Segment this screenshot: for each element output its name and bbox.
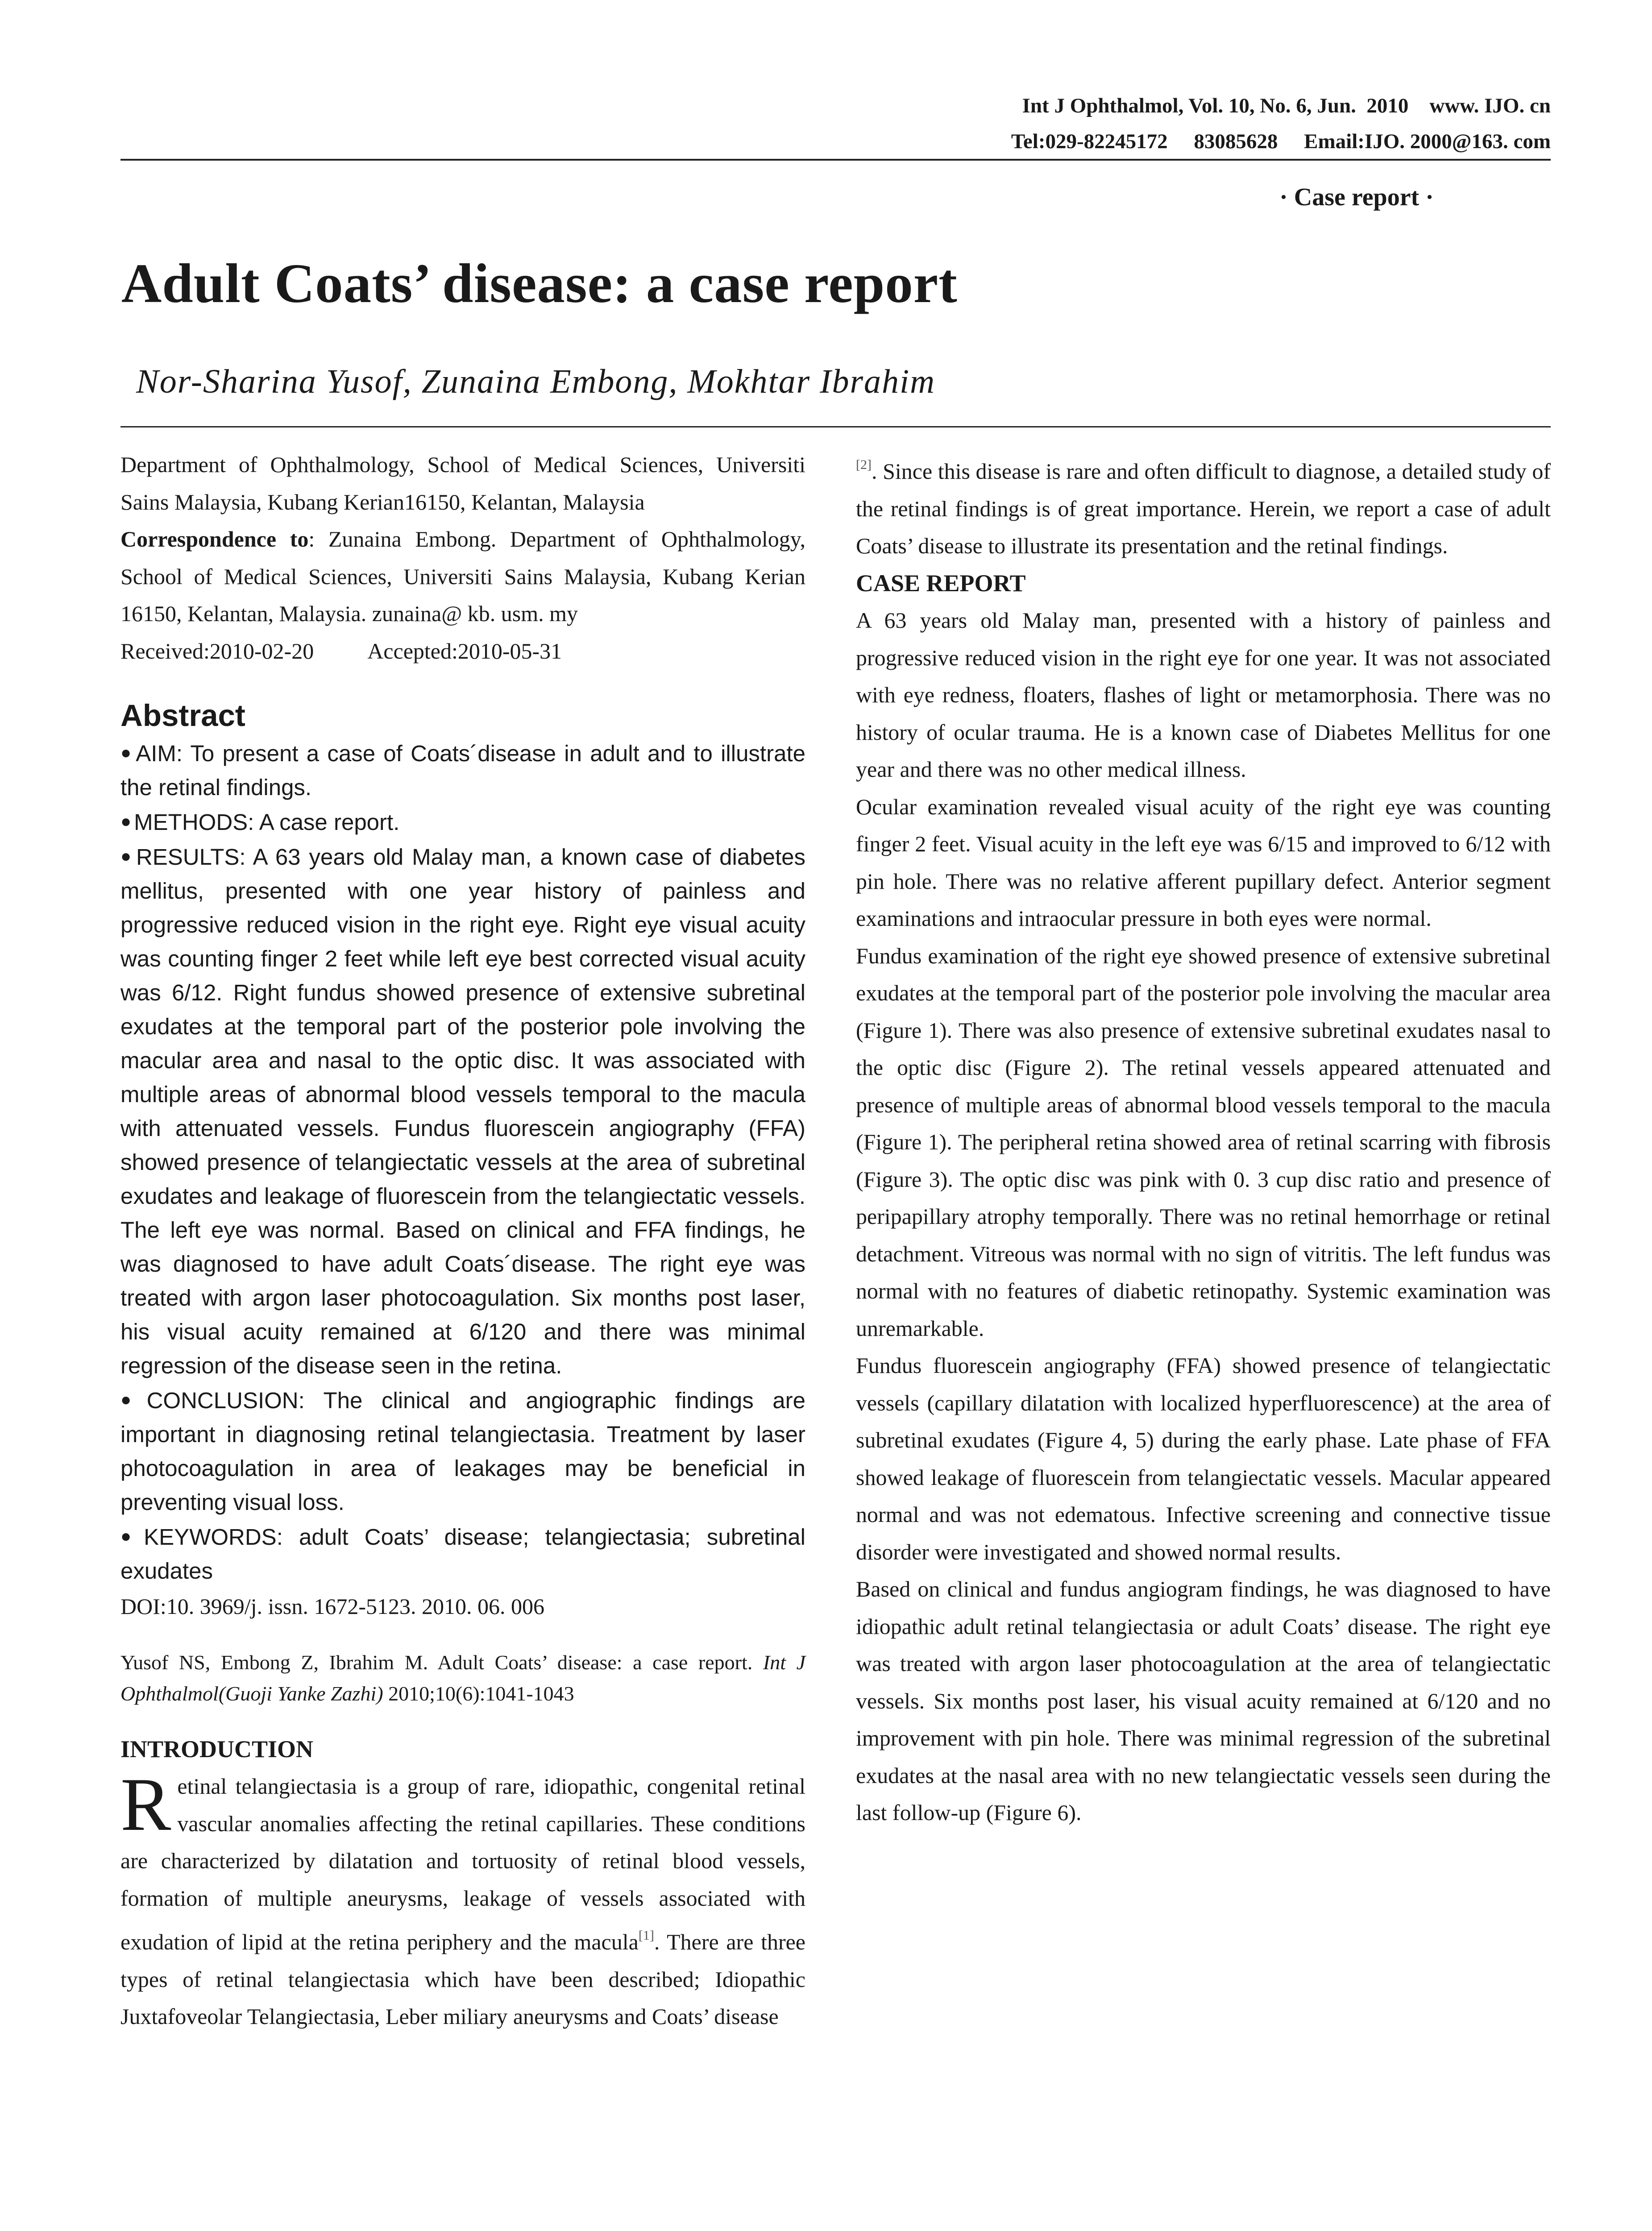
right-column xyxy=(856,446,1551,1832)
abstract-conclusion: ● CONCLUSION: The clinical and angiographic findings are important in diagnosing retinal telangiectasia. Treatment by laser photocoagulation in area of leakages may be beneficial in preventing visual loss. xyxy=(120,1388,805,1515)
conclusion-text: : The clinical and angiographic findings are important in diagnosing retinal telangiectasia. Treatment by laser photocoagulation in area of leakages may be beneficial in preventing visual loss. xyxy=(120,1388,805,1515)
paper-title: Adult Coats’ disease: a case report xyxy=(121,253,958,315)
results-text: : A 63 years old Malay man, a known case of diabetes mellitus, presented with one year history of painless and progressive reduced vision in the right eye. Right eye visual acuity was counting finger 2 feet while left eye best corrected visual acuity was 6/12. Right fundus showed presence of extensive subretinal exudates at the temporal part of the posterior pole involving the macular area and nasal to the optic disc. It was associated with multiple areas of abnormal blood vessels temporal to the macula with attenuated vessels. Fundus fluorescein angiography (FFA) showed presence of telangiectatic vessels at the area of subretinal exudates and leakage of fluorescein from the telangiectatic vessels. The left eye was normal. Based on clinical and FFA findings, he was diagnosed to have adult Coats´disease. The right eye was treated with argon laser photocoagulation. Six months post laser, his visual acuity remained at 6/120 and there was minimal regression of the disease seen in the retina. xyxy=(120,844,805,1378)
title-rule xyxy=(120,426,1551,427)
correspondence xyxy=(120,521,805,633)
received-date: Received:2010-02-20 xyxy=(120,638,314,663)
case-paragraph-2: Ocular examination revealed visual acuity of the right eye was counting finger 2 feet. Visual acuity in the left eye was 6/15 and improved to 6/12 with pin hole. There was no relative afferent pupillary defect. Anterior segment examinations and intraocular pressure in both eyes were normal. xyxy=(856,794,1551,931)
methods-label: METHODS xyxy=(134,809,248,835)
journal-contact-line: Tel:029-82245172 83085628 Email:IJO. 2000@163. com xyxy=(1011,130,1551,153)
methods-text: : A case report. xyxy=(248,809,400,835)
citation-ref-2: [2] xyxy=(856,457,872,472)
accepted-date: Accepted:2010-05-31 xyxy=(367,638,562,663)
citation xyxy=(120,1647,805,1709)
aim-label: AIM xyxy=(136,741,176,766)
keywords-text: : adult Coats’ disease; telangiectasia; subretinal exudates xyxy=(120,1524,805,1584)
abstract-aim: ● AIM: To present a case of Coats´disease in adult and to illustrate the retinal findings. xyxy=(120,741,805,800)
intro-text-b: . There are three types of retinal telangiectasia which have been described; Idiopathic Juxtafoveolar Telangiectasia, Leber miliary aneurysms and Coats’ disease xyxy=(120,1929,805,2029)
abstract-methods: ● METHODS: A case report. xyxy=(120,809,400,835)
citation-prefix: Yusof NS, Embong Z, Ibrahim M. Adult Coats’ disease: a case report. xyxy=(120,1650,763,1674)
case-paragraph-5: Based on clinical and fundus angiogram findings, he was diagnosed to have idiopathic adult retinal telangiectasia or adult Coats’ disease. The right eye was treated with argon laser photocoagulation at the area of telangiectatic vessels. Six months post laser, his visual acuity remained at 6/120 and no improvement with pin hole. There was minimal regression of the subretinal exudates at the nasal area with no new telangiectatic vessels seen during the last follow-up (Figure 6). xyxy=(856,1576,1551,1825)
left-column xyxy=(120,446,805,2036)
correspondence-text: : Zunaina Embong. Department of Ophthalmology, School of Medical Sciences, Universiti Sains Malaysia, Kubang Kerian 16150, Kelantan, Malaysia. zunaina@ kb. usm. my xyxy=(120,527,805,626)
introduction-continued xyxy=(856,446,1551,565)
case-paragraph-1: A 63 years old Malay man, presented with a history of painless and progressive reduced vision in the right eye for one year. It was not associated with eye redness, floaters, flashes of light or metamorphosia. There was no history of ocular trauma. He is a known case of Diabetes Mellitus for one year and there was no other medical illness. xyxy=(856,608,1551,782)
case-paragraph-3: Fundus examination of the right eye showed presence of extensive subretinal exudates at the temporal part of the posterior pole involving the macular area (Figure 1). There was also presence of extensive subretinal exudates nasal to the optic disc (Figure 2). The retinal vessels appeared attenuated and presence of multiple areas of abnormal blood vessels temporal to the macula (Figure 1). The peripheral retina showed area of retinal scarring with fibrosis (Figure 3). The optic disc was pink with 0. 3 cup disc ratio and presence of peripapillary atrophy temporally. There was no retinal hemorrhage or retinal detachment. Vitreous was normal with no sign of vitritis. The left fundus was normal with no features of diabetic retinopathy. Systemic examination was unremarkable. xyxy=(856,943,1551,1341)
introduction-heading: INTRODUCTION xyxy=(120,1735,314,1762)
citation-journal: Int J Ophthalmol(Guoji Yanke Zazhi) xyxy=(120,1650,805,1705)
introduction-paragraph xyxy=(120,1762,805,2036)
abstract-heading: Abstract xyxy=(120,698,245,733)
case-report-heading: CASE REPORT xyxy=(856,569,1026,597)
doi: DOI:10. 3969/j. issn. 1672-5123. 2010. 06. 006 xyxy=(120,1594,544,1619)
author-list: Nor-Sharina Yusof, Zunaina Embong, Mokhtar Ibrahim xyxy=(136,363,936,400)
citation-ref-1: [1] xyxy=(638,1928,654,1943)
journal-header-line: Int J Ophthalmol, Vol. 10, No. 6, Jun. 2010 www. IJO. cn xyxy=(1022,94,1551,117)
correspondence-label: Correspondence to xyxy=(120,527,309,552)
citation-suffix: 2010;10(6):1041-1043 xyxy=(383,1682,574,1705)
results-label: RESULTS xyxy=(136,844,240,870)
affiliation: Department of Ophthalmology, School of Medical Sciences, Universiti Sains Malaysia, Kubang Kerian16150, Kelantan, Malaysia xyxy=(120,452,805,514)
dropcap-letter: R xyxy=(120,1762,171,1846)
intro-text-a: etinal telangiectasia is a group of rare, idiopathic, congenital retinal vascular anomalies affecting the retinal capillaries. These conditions are characterized by dilatation and tortuosity of retinal blood vessels, formation of multiple aneurysms, leakage of vessels associated with exudation of lipid at the retina periphery and the macula xyxy=(120,1774,805,1954)
section-tag: · Case report · xyxy=(1279,183,1434,211)
case-paragraph-4: Fundus fluorescein angiography (FFA) showed presence of telangiectatic vessels (capillary dilatation with localized hyperfluorescence) at the area of subretinal exudates (Figure 4, 5) during the early phase. Late phase of FFA showed leakage of fluorescein from telangiectatic vessels. Macular appeared normal and was not edematous. Infective screening and connective tissue disorder were investigated and showed normal results. xyxy=(856,1353,1551,1564)
keywords-label: KEYWORDS xyxy=(144,1524,277,1550)
header-rule xyxy=(120,159,1551,161)
abstract-results: ● RESULTS: A 63 years old Malay man, a known case of diabetes mellitus, presented with one year history of painless and progressive reduced vision in the right eye. Right eye visual acuity was counting finger 2 feet while left eye best corrected visual acuity was 6/12. Right fundus showed presence of extensive subretinal exudates at the temporal part of the posterior pole involving the macular area and nasal to the optic disc. It was associated with multiple areas of abnormal blood vessels temporal to the macula with attenuated vessels. Fundus fluorescein angiography (FFA) showed presence of telangiectatic vessels at the area of subretinal exudates and leakage of fluorescein from the telangiectatic vessels. The left eye was normal. Based on clinical and FFA findings, he was diagnosed to have adult Coats´disease. The right eye was treated with argon laser photocoagulation. Six months post laser, his visual acuity remained at 6/120 and there was minimal regression of the disease seen in the retina. xyxy=(120,844,805,1378)
abstract-keywords: ● KEYWORDS: adult Coats’ disease; telangiectasia; subretinal exudates xyxy=(120,1524,805,1584)
conclusion-label: CONCLUSION xyxy=(146,1388,299,1413)
intro-text-c: . Since this disease is rare and often difficult to diagnose, a detailed study of the retinal findings is of great importance. Herein, we report a case of adult Coats’ disease to illustrate its presentation and the retinal findings. xyxy=(856,459,1551,558)
dates xyxy=(120,633,805,670)
aim-text: : To present a case of Coats´disease in adult and to illustrate the retinal findings. xyxy=(120,741,805,800)
